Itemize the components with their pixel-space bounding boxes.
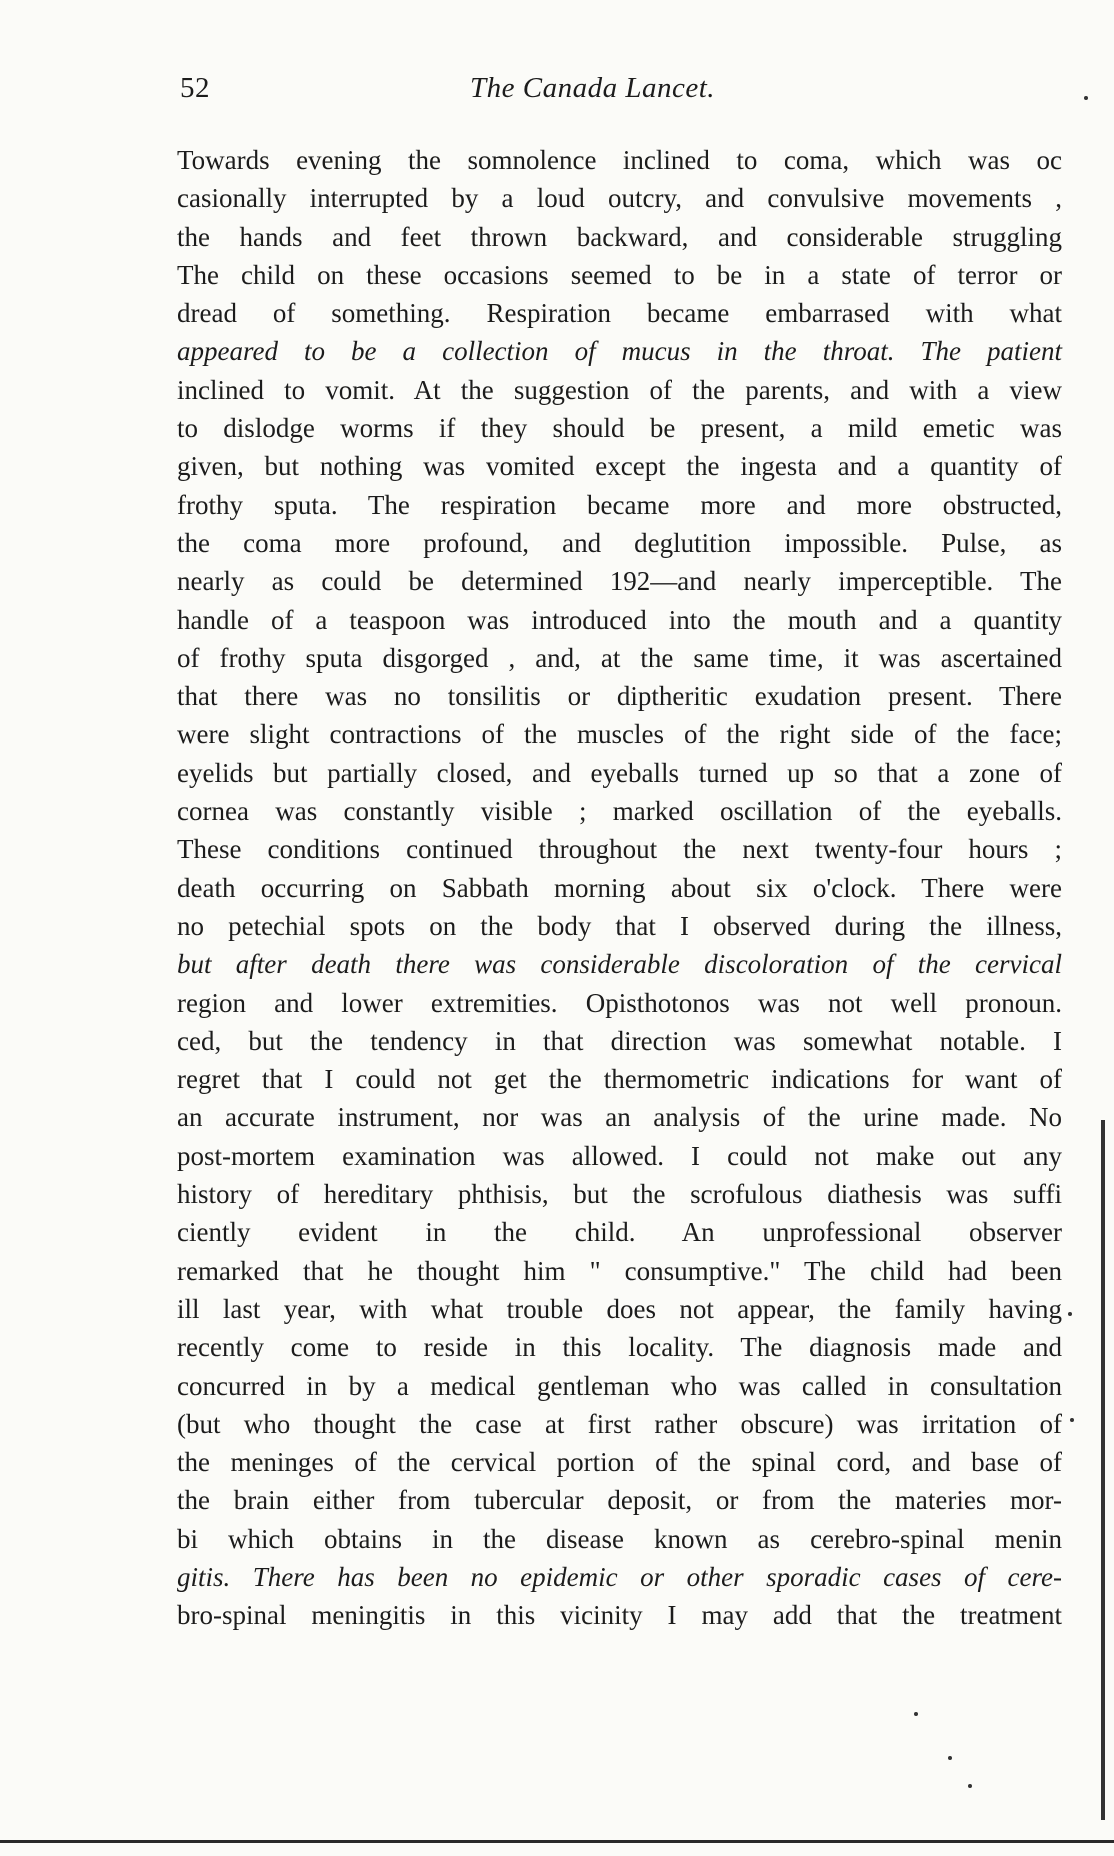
text-line: that there was no tonsilitis or diptheritic exudation present. There bbox=[177, 681, 1062, 712]
scan-edge bbox=[1101, 1120, 1105, 1820]
scan-speck bbox=[968, 1784, 972, 1788]
text-line: of frothy sputa disgorged , and, at the same time, it was ascertained bbox=[177, 642, 1062, 673]
text-line: no petechial spots on the body that I observed during the illness, bbox=[177, 910, 1062, 941]
text-line: frothy sputa. The respiration became more and more obstructed, bbox=[177, 489, 1062, 520]
text-line: history of hereditary phthisis, but the scrofulous diathesis was suffi bbox=[177, 1179, 1062, 1210]
text-line: handle of a teaspoon was introduced into the mouth and a quantity bbox=[177, 604, 1062, 635]
text-line: the meninges of the cervical portion of the spinal cord, and base of bbox=[177, 1447, 1062, 1478]
text-line: The child on these occasions seemed to be in a state of terror or bbox=[177, 259, 1062, 290]
text-line: an accurate instrument, nor was an analysis of the urine made. No bbox=[177, 1102, 1062, 1133]
text-line: gitis. There has been no epidemic or other sporadic cases of cere- bbox=[177, 1561, 1062, 1592]
text-line: but after death there was considerable discoloration of the cervical bbox=[177, 949, 1062, 980]
scan-speck bbox=[948, 1756, 952, 1760]
running-title: The Canada Lancet. bbox=[470, 72, 716, 104]
text-line: post-mortem examination was allowed. I could not make out any bbox=[177, 1140, 1062, 1171]
text-line: the brain either from tubercular deposit, or from the materies mor- bbox=[177, 1485, 1062, 1516]
scan-bottom-edge bbox=[0, 1840, 1114, 1843]
text-line: inclined to vomit. At the suggestion of the parents, and with a view bbox=[177, 374, 1062, 405]
text-line: ciently evident in the child. An unprofessional observer bbox=[177, 1217, 1062, 1248]
text-line: Towards evening the somnolence inclined to coma, which was oc bbox=[177, 145, 1062, 175]
text-line: the hands and feet thrown backward, and considerable struggling bbox=[177, 221, 1062, 252]
text-line: remarked that he thought him " consumptive." The child had been bbox=[177, 1255, 1062, 1286]
text-line: concurred in by a medical gentleman who was called in consultation bbox=[177, 1370, 1062, 1401]
text-line: casionally interrupted by a loud outcry, and convulsive movements , bbox=[177, 183, 1062, 214]
text-line: eyelids but partially closed, and eyeballs turned up so that a zone of bbox=[177, 757, 1062, 788]
text-line: nearly as could be determined 192—and nearly imperceptible. The bbox=[177, 566, 1062, 597]
text-line: (but who thought the case at first rather obscure) was irritation of bbox=[177, 1408, 1062, 1439]
text-line: bro-spinal meningitis in this vicinity I may add that the treatment bbox=[177, 1600, 1062, 1631]
scan-speck bbox=[1084, 96, 1088, 100]
text-line: regret that I could not get the thermometric indications for want of bbox=[177, 1064, 1062, 1095]
text-line: cornea was constantly visible ; marked oscillation of the eyeballs. bbox=[177, 796, 1062, 827]
body-text bbox=[177, 141, 1062, 1635]
text-line: ill last year, with what trouble does not appear, the family having bbox=[177, 1293, 1062, 1324]
text-line: bi which obtains in the disease known as cerebro-spinal menin bbox=[177, 1523, 1062, 1554]
text-line: region and lower extremities. Opisthotonos was not well pronoun. bbox=[177, 987, 1062, 1018]
text-line: recently come to reside in this locality. The diagnosis made and bbox=[177, 1332, 1062, 1363]
text-line: given, but nothing was vomited except the ingesta and a quantity of bbox=[177, 451, 1062, 482]
scan-speck bbox=[1070, 1418, 1074, 1422]
text-line: the coma more profound, and deglutition impossible. Pulse, as bbox=[177, 527, 1062, 558]
text-line: were slight contractions of the muscles of the right side of the face; bbox=[177, 719, 1062, 750]
text-line: appeared to be a collection of mucus in the throat. The patient bbox=[177, 336, 1062, 367]
text-line: These conditions continued throughout the next twenty-four hours ; bbox=[177, 834, 1062, 865]
text-line: death occurring on Sabbath morning about six o'clock. There were bbox=[177, 872, 1062, 903]
text-line: ced, but the tendency in that direction was somewhat notable. I bbox=[177, 1025, 1062, 1056]
page-number: 52 bbox=[180, 72, 210, 104]
text-line: dread of something. Respiration became embarrased with what bbox=[177, 298, 1062, 329]
page-header bbox=[180, 72, 1080, 112]
scan-speck bbox=[914, 1712, 918, 1716]
scan-speck bbox=[1068, 1312, 1072, 1316]
text-line: to dislodge worms if they should be present, a mild emetic was bbox=[177, 413, 1062, 444]
